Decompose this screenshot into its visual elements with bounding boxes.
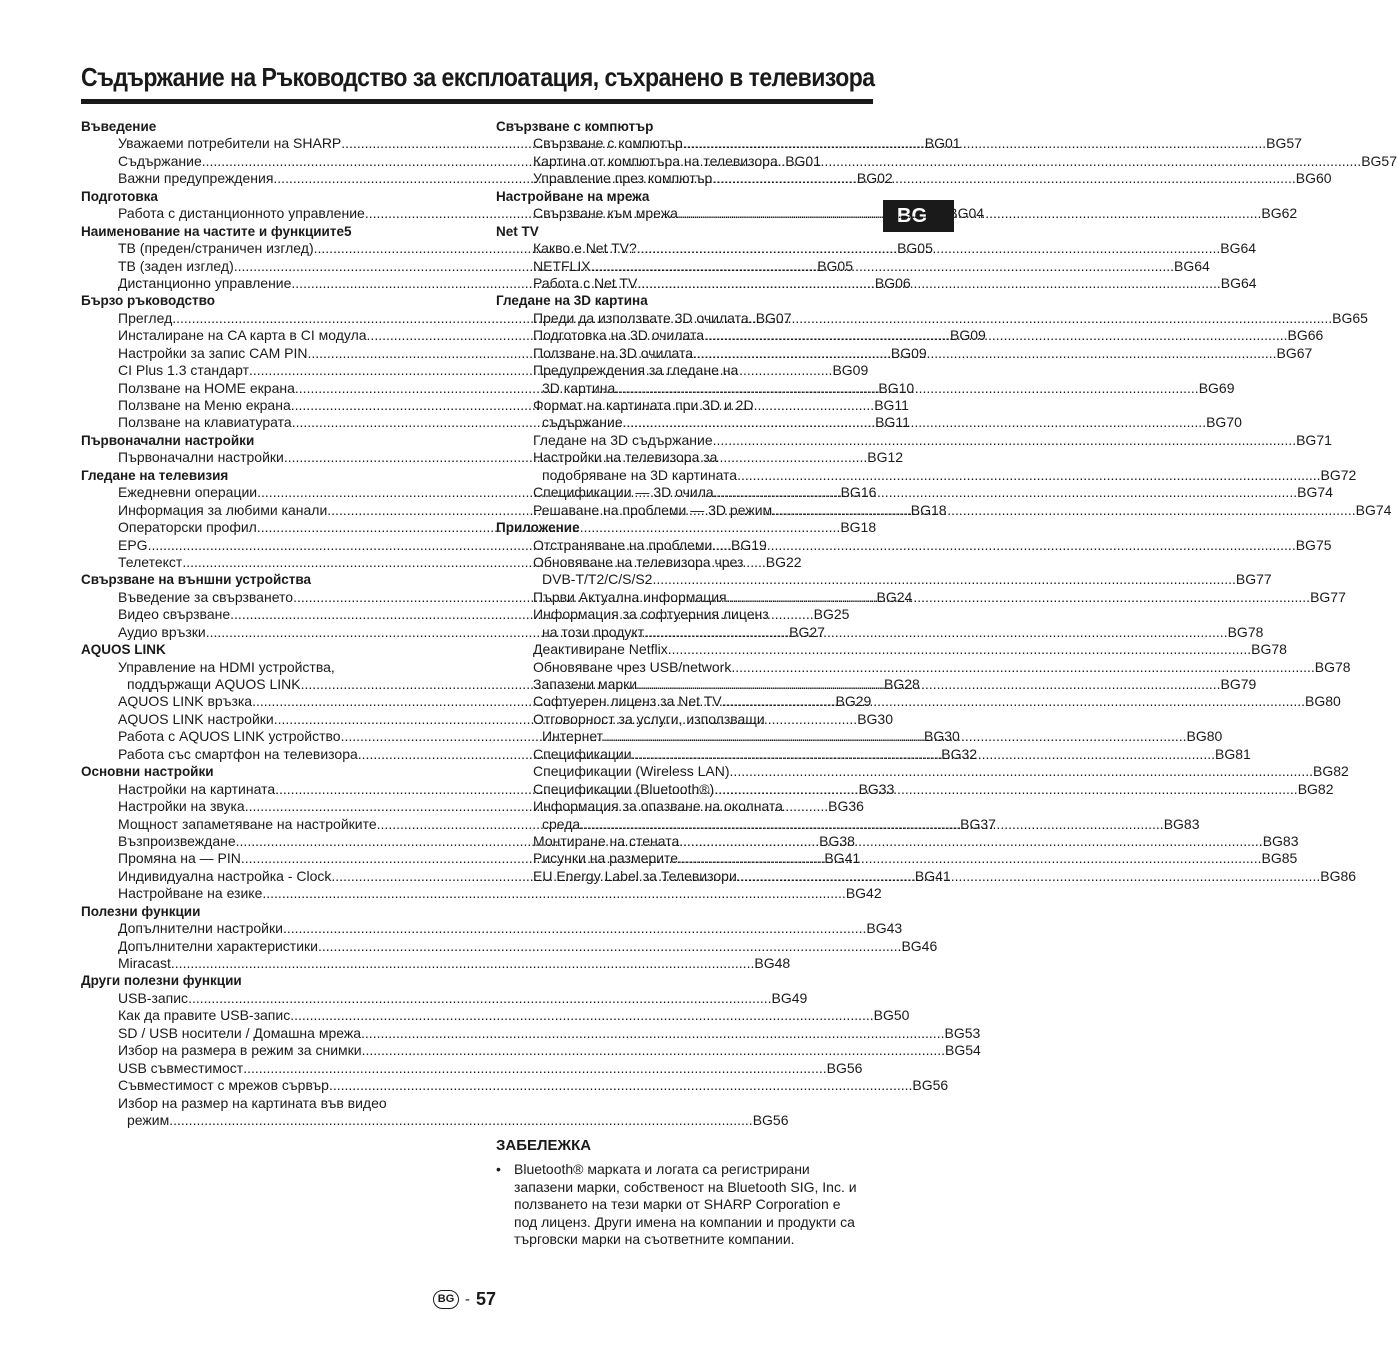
toc-entry-page: BG46 (901, 937, 938, 954)
toc-entry (496, 536, 1332, 554)
toc-entry-page: BG09 (890, 344, 927, 361)
toc-entry-page: BG83 (1262, 832, 1299, 849)
toc-entry-page: BG80 (1186, 728, 1223, 745)
dot-leader (283, 920, 866, 937)
dot-leader (361, 1025, 944, 1042)
toc-section-heading: Наименование на частите и функциите5 (81, 223, 352, 239)
dot-leader (644, 624, 1227, 641)
toc-entry-page: BG86 (1320, 867, 1357, 884)
toc-entry (81, 989, 808, 1007)
toc-entry-title: AQUOS LINK връзка (118, 693, 253, 710)
toc-entry-page: BG62 (1261, 205, 1298, 222)
toc-entry-page: BG30 (857, 710, 894, 727)
toc-entry-title: Преди да използвате 3D очилата (533, 309, 749, 326)
toc-section-heading: Бързо ръководство (81, 293, 215, 309)
toc-entry-page: BG37 (960, 815, 996, 832)
toc-entry-title: Индивидуална настройка - Clock (118, 867, 332, 884)
toc-entry-title: поддържащи AQUOS LINK (127, 676, 301, 692)
toc-section-heading: Основни настройки (81, 764, 214, 780)
toc-entry-page: BG82 (1297, 780, 1334, 797)
toc-entry-title: на този продукт (542, 623, 645, 640)
toc-entry-title: Мощност запаметяване на настройките (118, 815, 377, 832)
toc-entry-page: BG48 (754, 955, 791, 971)
toc-entry (496, 763, 1349, 780)
toc-entry-title: Видео свързване (118, 606, 231, 623)
dot-leader (632, 746, 1215, 763)
toc-entry-title: Ползване на клавиатурата (118, 414, 292, 431)
toc-entry-title: Преглед (118, 309, 173, 326)
title-rule (81, 99, 873, 104)
toc-entry-page: BG70 (1206, 414, 1242, 431)
toc-entry (81, 885, 882, 902)
toc-entry-page: BG09 (950, 327, 986, 344)
toc-entry-page: BG11 (874, 397, 909, 413)
toc-entry-title: SD / USB носители / Домашна мрежа (118, 1024, 362, 1041)
toc-entry-title: 3D картина (542, 379, 616, 396)
toc-section-heading: Първоначални настройки (81, 432, 255, 448)
dot-leader (171, 955, 754, 972)
note-heading: ЗАБЕЛЕЖКА (496, 1137, 592, 1154)
toc-entry-page: BG64 (1220, 274, 1257, 291)
toc-section-heading: Въведение (81, 119, 157, 134)
toc-entry-page: BG04 (948, 205, 985, 222)
toc-entry (496, 850, 1298, 867)
toc-entry-page: BG43 (866, 920, 903, 937)
dot-leader (704, 327, 1287, 344)
toc-entry-title: Промяна на — PIN (118, 850, 241, 867)
toc-entry-title: Първи Актуална информация (533, 588, 727, 605)
toc-entry-page: BG29 (835, 693, 872, 710)
toc-entry-title: Ползване на Меню екрана (118, 397, 291, 413)
toc-entry-title: режим (127, 1111, 170, 1128)
toc-section-heading: Приложение (496, 520, 580, 536)
toc-entry-page: BG85 (1261, 850, 1298, 867)
toc-entry-title: Избор на размера в режим за снимки (118, 1042, 362, 1059)
toc-entry (81, 1077, 949, 1094)
toc-entry-page: BG36 (828, 798, 864, 815)
toc-section-heading: Net TV (496, 223, 539, 239)
dot-leader (329, 1077, 912, 1094)
toc-entry-page: BG77 (1235, 571, 1272, 588)
dot-leader (712, 537, 1295, 554)
dot-leader (362, 1042, 945, 1059)
toc-entry-title: Важни предупреждения (118, 170, 274, 187)
toc-entry-title: Работа с Net TV (533, 274, 638, 291)
toc-entry-page: BG67 (1276, 344, 1313, 361)
toc-section-heading: Настройване на мрежа (496, 188, 650, 204)
toc-entry-page: BG33 (858, 780, 895, 797)
dot-leader (678, 205, 1261, 222)
toc-entry-page: BG78 (1227, 623, 1264, 640)
toc-entry-title: DVB-T/T2/C/S/S2 (542, 571, 653, 588)
dot-leader (678, 850, 1261, 867)
toc-entry (496, 641, 1287, 658)
toc-entry-title: Уважаеми потребители на SHARP (118, 135, 342, 152)
dot-leader (637, 275, 1220, 292)
toc-entry-title: Дистанционно управление (118, 274, 292, 291)
toc-entry-title: Работа с дистанционното управление (118, 205, 365, 222)
dot-leader (693, 345, 1276, 362)
toc-entry-title: Възпроизвеждане (118, 832, 236, 849)
toc-entry (496, 431, 1332, 449)
language-code-badge: BG (433, 1290, 459, 1309)
toc-entry-title: ТВ (преден/страничен изглед) (118, 240, 314, 257)
toc-entry-title: Какво е Net TV? (533, 240, 637, 257)
toc-entry-title: среда (542, 815, 581, 832)
footer-separator: - (465, 1290, 470, 1308)
toc-entry (81, 1042, 981, 1059)
toc-entry-title: Управление през компютър (533, 170, 713, 187)
toc-entry-title: Подготовка на 3D очилата (533, 327, 705, 344)
toc-entry-page: BG41 (914, 867, 951, 884)
toc-entry-page: BG78 (1251, 641, 1287, 658)
toc-entry-title: Решаване на проблеми — 3D режим (533, 501, 773, 518)
toc-entry-title: Операторски профил (118, 519, 257, 536)
toc-entry-title: Отстраняване на проблеми (533, 536, 713, 553)
toc-entry-title: USB съвместимост (118, 1059, 244, 1076)
toc-entry-title: EPG (118, 536, 148, 553)
toc-entry-line: Обновяване на телевизора чрез (533, 553, 744, 570)
dot-leader (731, 659, 1314, 676)
toc-entry (496, 257, 1210, 275)
dot-leader (749, 310, 1332, 327)
toc-entry-title: Телетекст (118, 553, 183, 570)
toc-entry-page: BG56 (826, 1059, 863, 1076)
dot-leader (637, 676, 1220, 693)
toc-entry-page: BG01 (785, 152, 822, 169)
toc-entry-page: BG25 (813, 606, 850, 623)
toc-entry-title: Допълнителни настройки (118, 920, 283, 937)
toc-entry-page: BG66 (1287, 327, 1324, 344)
toc-entry-page: BG41 (824, 850, 861, 867)
toc-entry (81, 955, 791, 972)
toc-entry-title: NETFLIX (533, 257, 591, 274)
toc-entry-page: BG32 (941, 745, 978, 762)
toc-section-heading: Полезни функции (81, 903, 201, 919)
toc-entry-title: CI Plus 1.3 стандарт (118, 362, 249, 379)
toc-entry-page: BG64 (1220, 240, 1257, 257)
toc-entry-page: BG01 (924, 135, 961, 152)
toc-entry-page: BG78 (1314, 658, 1351, 675)
dot-leader (683, 135, 1266, 152)
toc-entry-page: BG72 (1320, 466, 1357, 483)
dot-leader (722, 693, 1305, 710)
toc-entry-title: Спецификации (Wireless LAN) (533, 763, 730, 780)
toc-entry-title: AQUOS LINK настройки (118, 710, 274, 727)
toc-entry-title: Работа с AQUOS LINK устройство (118, 728, 341, 745)
toc-entry-title: Свързване към мрежа (533, 205, 678, 222)
dot-leader (318, 938, 901, 955)
dot-leader (243, 1060, 826, 1077)
toc-entry-page: BG12 (867, 449, 904, 466)
toc-entry-title: Интернет (542, 728, 604, 745)
toc-entry-title: Как да правите USB-запис (118, 1007, 291, 1024)
toc-entry-page: BG77 (1310, 588, 1346, 605)
dot-leader (188, 990, 771, 1007)
toc-entry-page: BG75 (1295, 536, 1332, 553)
dot-leader (668, 641, 1251, 658)
toc-entry (496, 484, 1333, 501)
toc-entry-page: BG42 (845, 885, 882, 902)
toc-entry-page: BG38 (819, 832, 855, 849)
toc-section-heading: Подготовка (81, 188, 158, 204)
toc-entry-page: BG54 (945, 1042, 981, 1059)
dot-leader (603, 728, 1186, 745)
toc-entry-page: BG64 (1174, 257, 1210, 274)
toc-entry (496, 309, 1368, 327)
toc-entry-page: BG56 (912, 1077, 949, 1094)
dot-leader (737, 467, 1320, 484)
toc-entry-page: BG11 (875, 414, 910, 431)
dot-leader (714, 781, 1297, 798)
toc-section-heading: Гледане на 3D картина (496, 293, 648, 309)
toc-section-heading: Гледане на телевизия (81, 467, 229, 483)
toc-entry-line: Настройки на телевизора за (533, 449, 718, 466)
toc-entry-title: Ежедневни операции (118, 484, 258, 501)
dot-leader (737, 868, 1320, 885)
toc-entry-title: Монтиране на стената (533, 832, 680, 849)
toc-entry-page: BG80 (1305, 693, 1341, 710)
dot-leader (623, 414, 1206, 431)
toc-entry-page: BG57 (1266, 135, 1302, 152)
toc-entry-page: BG74 (1355, 501, 1392, 518)
toc-entry-title: Информация за любими канали (118, 501, 328, 518)
toc-entry-line: Формат на картината при 3D и 2D (533, 397, 754, 413)
toc-entry-title: Допълнителни характеристики (118, 937, 318, 954)
toc-entry (496, 693, 1341, 710)
toc-entry-title: Настройки на картината (118, 780, 276, 797)
toc-entry-page: BG69 (1198, 379, 1235, 396)
toc-entry-title: Ползване на 3D очилата (533, 344, 694, 361)
toc-entry-page: BG05 (897, 240, 933, 257)
dot-leader (580, 816, 1163, 833)
toc-entry-title: Съдържание (118, 152, 202, 169)
dot-leader (169, 1112, 752, 1129)
dot-leader (778, 153, 1361, 170)
toc-entry-page: BG71 (1296, 431, 1332, 448)
toc-entry-title: Гледане на 3D съдържание (533, 431, 713, 448)
dot-leader (714, 484, 1297, 501)
toc-entry-page: BG56 (752, 1111, 789, 1128)
toc-entry-title: Спецификации (533, 745, 632, 762)
toc-entry-line: Избор на размер на картината във видео (118, 1094, 387, 1111)
dot-leader (637, 240, 1220, 257)
page-number: 57 (476, 1288, 497, 1309)
toc-entry-title: Свързване с компютър (533, 135, 683, 152)
toc-entry-page: BG82 (1313, 763, 1349, 780)
toc-entry-title: Инсталиране на CA карта в CI модула (118, 327, 367, 344)
toc-entry-title: Рисунки на размерите (533, 850, 679, 867)
dot-leader (772, 502, 1355, 519)
toc-entry-page: BG24 (876, 588, 913, 605)
toc-entry-title: Miracast (118, 955, 171, 971)
toc-entry-page: BG83 (1163, 815, 1200, 832)
toc-entry (496, 466, 1357, 484)
toc-entry-page: BG16 (840, 484, 877, 501)
toc-entry (81, 937, 938, 955)
toc-entry-page: BG10 (878, 379, 915, 396)
toc-entry-title: Спецификации (Bluetooth®) (533, 780, 715, 797)
toc-entry-page: BG79 (1220, 676, 1257, 692)
toc-entry-page: BG60 (1295, 170, 1332, 187)
toc-section-heading: AQUOS LINK (81, 642, 166, 658)
dot-leader (615, 380, 1198, 397)
toc-entry (496, 832, 1299, 850)
toc-entry-title: Софтуерен лиценз за Net TV (533, 693, 722, 710)
toc-entry (496, 658, 1351, 676)
dot-leader (652, 571, 1235, 588)
dot-leader (712, 170, 1295, 187)
note-text: Bluetooth® марката и логата са регистрирани запазени марки, собственост на Bluetooth SIG, Inc. и ползването на тези марки от SHARP Corporation е под лиценз. Други имена на компании и продукти са търговски марки на съответните компании. (514, 1161, 857, 1247)
toc-entry-page: BG30 (924, 728, 960, 745)
toc-entry (81, 1059, 863, 1077)
toc-entry-title: Настройки на звука (118, 798, 245, 815)
toc-entry-title: Ползване на HOME екрана (118, 379, 295, 396)
toc-entry-title: EU Energy Label за Телевизори (533, 867, 737, 884)
toc-entry-page: BG50 (873, 1007, 910, 1024)
toc-entry-page: BG06 (874, 274, 911, 291)
toc-entry-title: Запазени марки (533, 676, 638, 692)
toc-entry (496, 623, 1264, 641)
toc-section-heading: Други полезни функции (81, 973, 242, 989)
dot-leader (713, 432, 1296, 449)
toc-entry-line: Управление на HDMI устройства, (118, 658, 335, 675)
toc-entry-title: Съвместимост с мрежов сървър (118, 1077, 329, 1094)
toc-entry (81, 920, 903, 937)
toc-entry-page: BG49 (771, 989, 808, 1006)
toc-entry-page: BG27 (789, 623, 825, 640)
toc-entry-page: BG53 (944, 1024, 981, 1041)
toc-entry-title: USB-запис (118, 989, 189, 1006)
toc-entry-title: подобряване на 3D картината (542, 466, 738, 483)
language-tab: BG (883, 200, 954, 232)
toc-entry-page: BG81 (1215, 745, 1251, 762)
dot-leader (290, 1007, 873, 1024)
toc-entry-page: BG09 (832, 362, 869, 379)
note-body (496, 1161, 866, 1249)
toc-entry-page: BG22 (765, 553, 802, 570)
toc-entry-line: Отговорност за услуги, използващи (533, 710, 765, 727)
toc-entry-title: Деактивиране Netflix (533, 641, 668, 658)
toc-section-heading: Свързване на външни устройства (81, 572, 312, 588)
dot-leader (591, 258, 1174, 275)
bullet-icon: • (496, 1161, 501, 1177)
toc-entry-line: Предупреждения за гледане на (533, 362, 739, 379)
toc-entry (496, 152, 1397, 170)
toc-entry-page: BG74 (1297, 484, 1333, 501)
toc-entry-page: BG28 (884, 676, 920, 692)
toc-entry (81, 1024, 981, 1042)
toc-entry (81, 1111, 789, 1129)
page-footer (433, 1288, 496, 1310)
toc-entry-page: BG57 (1361, 152, 1397, 169)
toc-entry-title: Въведение за свързването (118, 588, 294, 605)
page-title: Съдържание на Ръководство за експлоатация, съхранено в телевизора (81, 62, 875, 92)
toc-entry-page: BG02 (856, 170, 893, 187)
dot-leader (730, 763, 1313, 780)
toc-entry-line: Информация за софтуерния лиценз (533, 606, 769, 623)
toc-entry-title: Спецификации — 3D очила (533, 484, 714, 501)
toc-entry-title: Първоначални настройки (118, 449, 284, 466)
toc-entry-page: BG07 (755, 309, 792, 326)
toc-entry-title: Картина от компютъра на телевизора (533, 152, 778, 169)
toc-entry-page: BG18 (910, 501, 947, 518)
toc-entry-title: Аудио връзки (118, 623, 206, 640)
toc-entry-page: BG19 (731, 536, 767, 553)
toc-entry (81, 1007, 910, 1024)
dot-leader (727, 589, 1310, 606)
dot-leader (262, 885, 845, 902)
toc-entry-title: ТВ (заден изглед) (118, 257, 234, 274)
toc-entry-page: BG18 (840, 519, 877, 536)
toc-entry-page: BG05 (817, 257, 854, 274)
toc-entry-line: Информация за опазване на околната (533, 798, 783, 815)
toc-entry (496, 571, 1272, 588)
toc-entry-title: Обновяване чрез USB/network (533, 658, 732, 675)
toc-entry-page: BG65 (1332, 309, 1368, 326)
toc-entry-title: Работа със смартфон на телевизора (118, 745, 358, 762)
dot-leader (679, 833, 1262, 850)
toc-section-heading: Свързване с компютър (496, 119, 654, 134)
toc-entry-title: съдържание (542, 414, 623, 431)
toc-entry-title: Настройване на езике (118, 885, 263, 902)
toc-entry-title: Настройки за запис CAM PIN (118, 344, 308, 361)
